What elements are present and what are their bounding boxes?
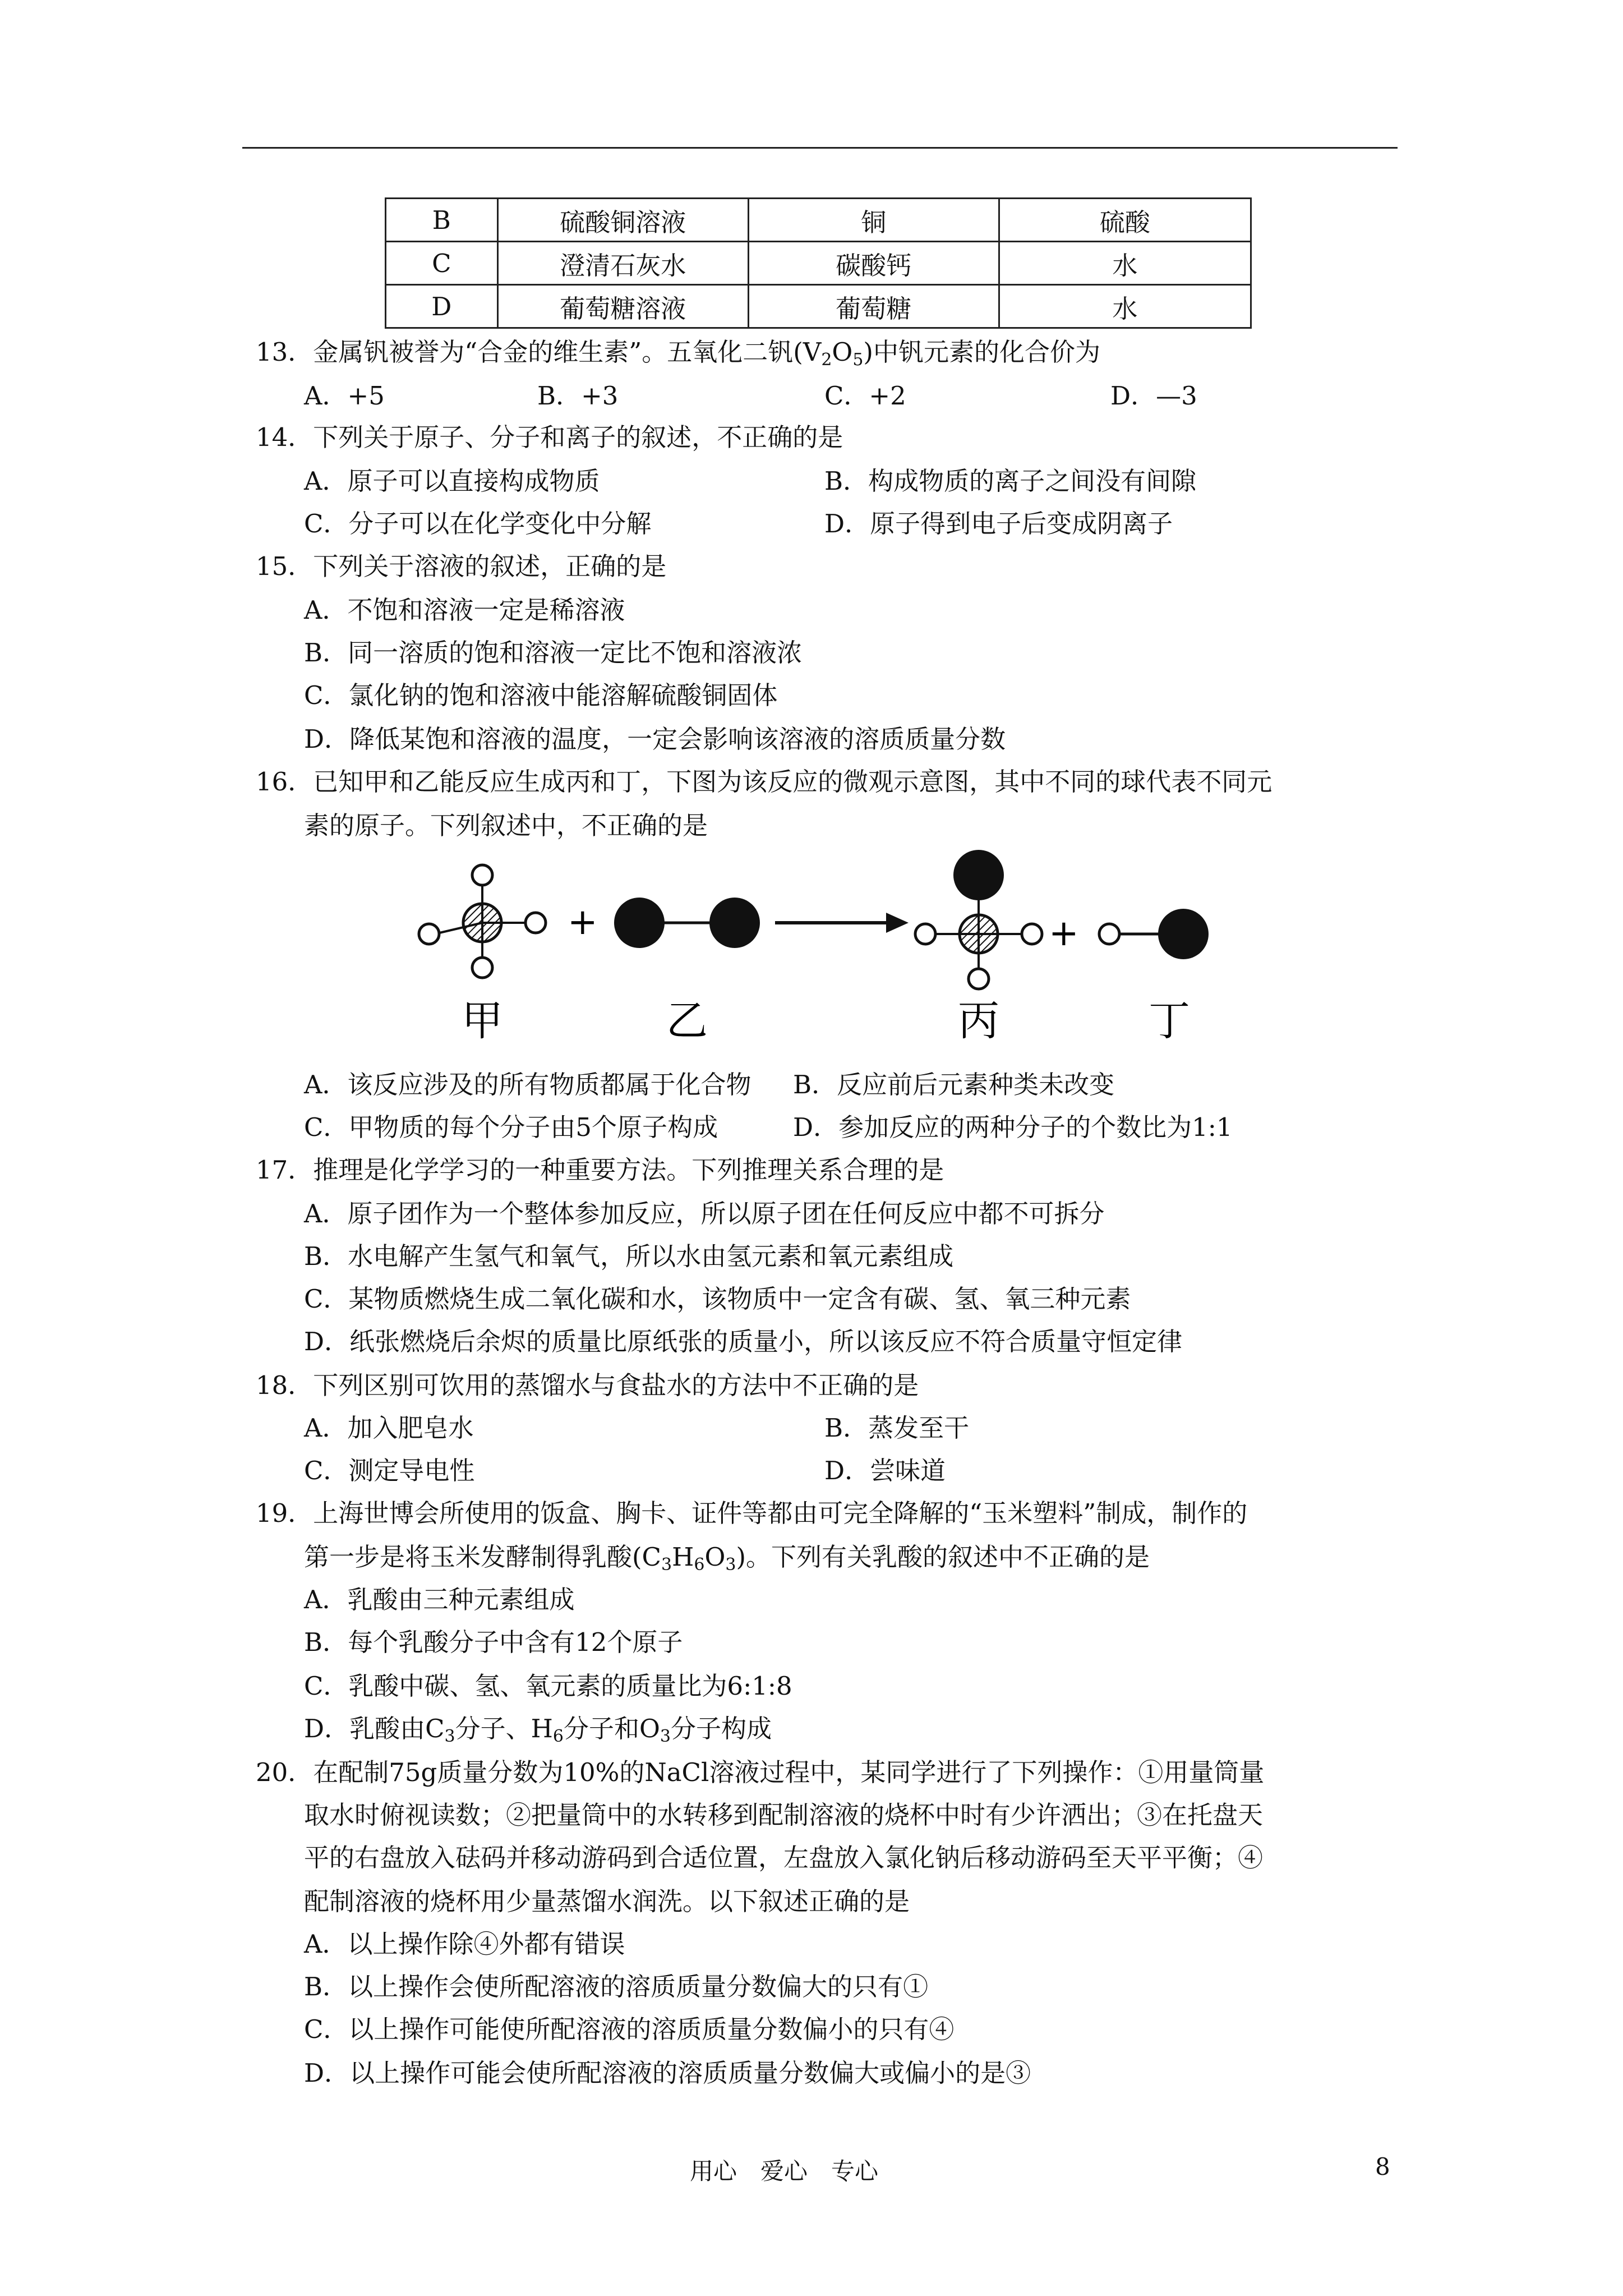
- table-cell: 葡萄糖: [748, 285, 999, 328]
- q19-option-a: A．乳酸由三种元素组成: [304, 1585, 575, 1614]
- q19-stem-line1: 19．上海世博会所使用的饭盒、胸卡、证件等都由可完全降解的“玉米塑料”制成，制作的: [256, 1498, 1248, 1528]
- q13-stem: 13．金属钒被誉为“合金的维生素”。五氧化二钒$(V_2O_5)$中钒元素的化合价为: [256, 337, 1100, 370]
- q18-option-b: B．蒸发至干: [824, 1413, 970, 1443]
- molecule-bing: [915, 850, 1042, 989]
- table-row: [386, 199, 1251, 242]
- q19-option-b: B．每个乳酸分子中含有12个原子: [304, 1627, 683, 1657]
- label-bing: 丙: [958, 997, 999, 1045]
- q14-option-a: A．原子可以直接构成物质: [304, 466, 600, 496]
- q20-option-b: B．以上操作会使所配溶液的溶质质量分数偏大的只有①: [304, 1972, 929, 2001]
- q20-stem-line4: 配制溶液的烧杯用少量蒸馏水润洗。以下叙述正确的是: [304, 1887, 910, 1916]
- small-atom: [969, 969, 989, 989]
- table-row: [386, 285, 1251, 328]
- large-atom: [614, 898, 665, 948]
- table-cell: 硫酸: [999, 199, 1251, 242]
- q20-stem-line2: 取水时俯视读数；②把量筒中的水转移到配制溶液的烧杯中时有少许洒出；③在托盘天: [304, 1800, 1264, 1830]
- q19-option-c: C．乳酸中碳、氢、氧元素的质量比为6:1:8: [304, 1671, 792, 1701]
- molecule-yi: [614, 898, 760, 948]
- q16-option-a: A．该反应涉及的所有物质都属于化合物: [304, 1070, 751, 1099]
- q16-stem-line1: 16．已知甲和乙能反应生成丙和丁，下图为该反应的微观示意图，其中不同的球代表不同元: [256, 767, 1272, 797]
- q14-option-b: B．构成物质的离子之间没有间隙: [824, 466, 1197, 496]
- q16-option-c: C．甲物质的每个分子由5个原子构成: [304, 1112, 718, 1142]
- central-atom: [960, 915, 998, 953]
- q19-option-d: D．乳酸由$C_3$分子、$H_6$分子和$O_3$分子构成: [304, 1714, 772, 1746]
- q14-stem: 14．下列关于原子、分子和离子的叙述，不正确的是: [256, 422, 843, 452]
- reaction-arrow: [775, 913, 909, 933]
- q20-option-d: D．以上操作可能会使所配溶液的溶质质量分数偏大或偏小的是③: [304, 2058, 1031, 2088]
- label-jia: 甲: [462, 997, 503, 1045]
- q15-option-a: A．不饱和溶液一定是稀溶液: [304, 595, 625, 625]
- header-rule: [242, 147, 1398, 149]
- plus-sign: +: [1049, 913, 1079, 954]
- q15-option-d: D．降低某饱和溶液的温度，一定会影响该溶液的溶质质量分数: [304, 724, 1006, 754]
- large-atom: [953, 850, 1004, 900]
- table-cell: 水: [999, 285, 1251, 328]
- q15-option-c: C．氯化钠的饱和溶液中能溶解硫酸铜固体: [304, 680, 778, 710]
- q18-option-c: C．测定导电性: [304, 1456, 475, 1485]
- q20-option-a: A．以上操作除④外都有错误: [304, 1929, 625, 1959]
- q20-stem-line1: 20．在配制75g质量分数为10%的NaCl溶液过程中，某同学进行了下列操作：①用量筒量: [256, 1757, 1265, 1787]
- option-table: [385, 197, 1252, 329]
- q13-option-d: D．—3: [1110, 381, 1197, 411]
- small-atom: [915, 924, 935, 944]
- small-atom: [1099, 924, 1119, 944]
- table-cell: 铜: [748, 199, 999, 242]
- table-cell: B: [386, 199, 498, 242]
- q17-option-d: D．纸张燃烧后余烬的质量比原纸张的质量小，所以该反应不符合质量守恒定律: [304, 1327, 1183, 1356]
- q17-option-b: B．水电解产生氢气和氧气，所以水由氢元素和氧元素组成: [304, 1241, 954, 1271]
- small-atom: [525, 913, 546, 933]
- q20-option-c: C．以上操作可能使所配溶液的溶质质量分数偏小的只有④: [304, 2014, 955, 2044]
- q17-option-a: A．原子团作为一个整体参加反应，所以原子团在任何反应中都不可拆分: [304, 1199, 1105, 1228]
- table-row: [386, 242, 1251, 285]
- q14-option-c: C．分子可以在化学变化中分解: [304, 509, 652, 539]
- footer-motto: 用心 爱心 专心: [690, 2157, 879, 2185]
- table-cell: D: [386, 285, 498, 328]
- q17-option-c: C．某物质燃烧生成二氧化碳和水，该物质中一定含有碳、氢、氧三种元素: [304, 1284, 1131, 1314]
- table-cell: 硫酸铜溶液: [497, 199, 748, 242]
- label-yi: 乙: [666, 997, 708, 1045]
- q15-option-b: B．同一溶质的饱和溶液一定比不饱和溶液浓: [304, 638, 803, 668]
- q15-stem: 15．下列关于溶液的叙述，正确的是: [256, 551, 667, 581]
- large-atom: [1158, 909, 1209, 959]
- plus-sign: +: [568, 901, 598, 943]
- q20-stem-line3: 平的右盘放入砝码并移动游码到合适位置，左盘放入氯化钠后移动游码至天平平衡；④: [304, 1843, 1264, 1872]
- label-ding: 丁: [1149, 997, 1190, 1045]
- q18-stem: 18．下列区别可饮用的蒸馏水与食盐水的方法中不正确的是: [256, 1370, 919, 1400]
- q18-option-d: D．尝味道: [824, 1456, 946, 1485]
- q13-option-a: A．+5: [304, 381, 385, 411]
- reaction-diagram: [393, 850, 1234, 1052]
- q18-option-a: A．加入肥皂水: [304, 1413, 474, 1443]
- q14-option-d: D．原子得到电子后变成阴离子: [824, 509, 1173, 539]
- molecule-ding: [1099, 909, 1209, 959]
- table-cell: C: [386, 242, 498, 285]
- table-cell: 澄清石灰水: [497, 242, 748, 285]
- q13-option-c: C．+2: [824, 381, 906, 411]
- table-cell: 葡萄糖溶液: [497, 285, 748, 328]
- q13-option-b: B．+3: [537, 381, 619, 411]
- small-atom: [472, 865, 492, 885]
- q17-stem: 17．推理是化学学习的一种重要方法。下列推理关系合理的是: [256, 1155, 944, 1185]
- table-cell: 碳酸钙: [748, 242, 999, 285]
- small-atom: [472, 958, 492, 978]
- small-atom: [1022, 924, 1042, 944]
- small-atom: [419, 924, 439, 944]
- molecule-jia: [419, 865, 546, 978]
- page-number: 8: [1375, 2153, 1390, 2180]
- large-atom: [709, 898, 760, 948]
- q16-stem-line2: 素的原子。下列叙述中，不正确的是: [304, 811, 708, 840]
- q16-option-d: D．参加反应的两种分子的个数比为1:1: [793, 1112, 1233, 1142]
- table-cell: 水: [999, 242, 1251, 285]
- q16-option-b: B．反应前后元素种类未改变: [793, 1070, 1115, 1099]
- q19-stem-line2: 第一步是将玉米发酵制得乳酸$(C_3H_6O_3)$。下列有关乳酸的叙述中不正确的是: [304, 1542, 1150, 1575]
- central-atom: [463, 904, 501, 942]
